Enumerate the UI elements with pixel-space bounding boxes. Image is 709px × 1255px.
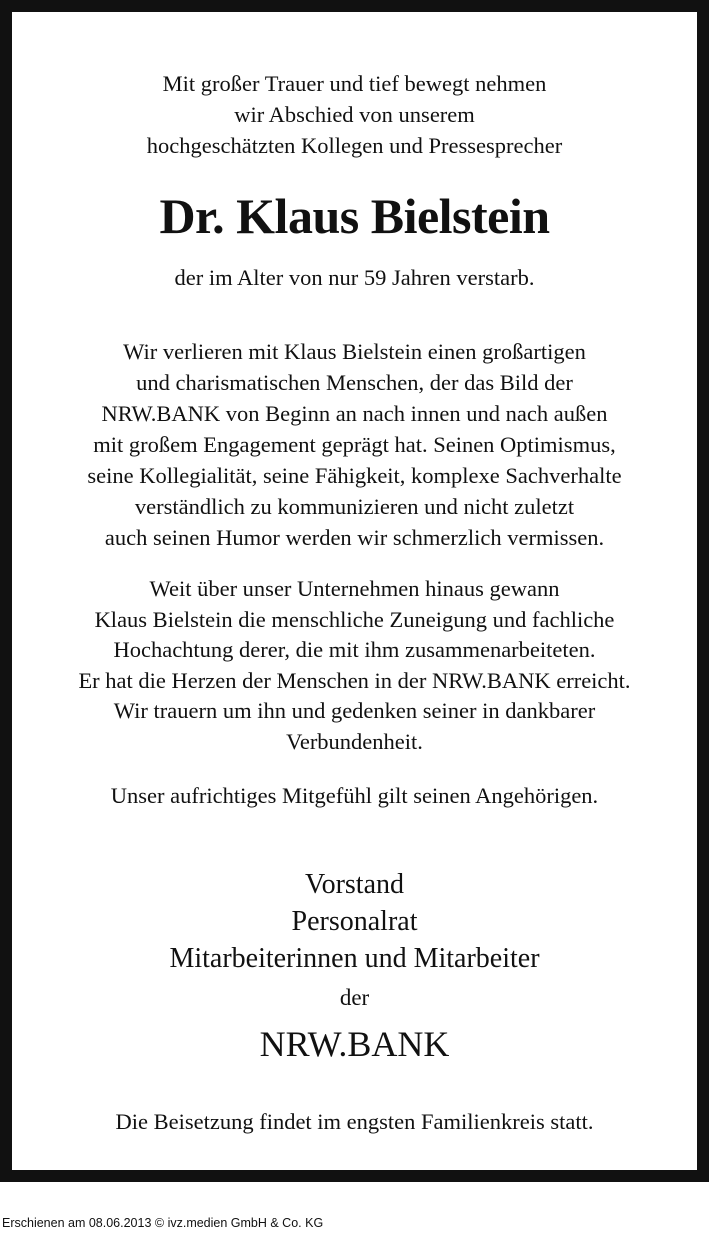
intro-text xyxy=(24,68,685,161)
bank-name: NRW.BANK xyxy=(259,1024,450,1064)
connector-word: der xyxy=(339,985,370,1010)
paragraph-line: Weit über unser Unternehmen hinaus gewann xyxy=(149,576,560,601)
paragraph-line: Hochachtung derer, die mit ihm zusammenarbeiteten. xyxy=(113,637,596,662)
paragraph-line: Verbundenheit. xyxy=(286,728,423,754)
condolence-line: Unser aufrichtiges Mitgefühl gilt seinen Angehörigen. xyxy=(110,783,599,808)
paragraph-line: und charismatischen Menschen, der das Bild der xyxy=(136,370,573,395)
tribute-paragraph-2 xyxy=(24,574,685,757)
paragraph-line: Klaus Bielstein die menschliche Zuneigung und fachliche xyxy=(94,606,615,632)
funeral-notice: Die Beisetzung findet im engsten Familienkreis statt. xyxy=(115,1109,594,1134)
intro-line: hochgeschätzten Kollegen und Pressesprecher xyxy=(146,133,563,158)
paragraph-line: auch seinen Humor werden wir schmerzlich vermissen. xyxy=(104,525,605,550)
paragraph-line: Wir trauern um ihn und gedenken seiner in dankbarer xyxy=(113,698,596,723)
age-line: der im Alter von nur 59 Jahren verstarb. xyxy=(174,265,535,290)
signers-block xyxy=(24,866,685,977)
paragraph-line: mit großem Engagement geprägt hat. Seinen Optimismus, xyxy=(93,432,616,457)
paragraph-line: seine Kollegialität, seine Fähigkeit, komplexe Sachverhalte xyxy=(87,463,622,488)
deceased-name: Dr. Klaus Bielstein xyxy=(159,188,550,244)
publication-footer: Erschienen am 08.06.2013 © ivz.medien GmbH & Co. KG xyxy=(2,1216,324,1230)
paragraph-line: verständlich zu kommunizieren und nicht zuletzt xyxy=(134,494,575,519)
paragraph-line: Wir verlieren mit Klaus Bielstein einen großartigen xyxy=(123,339,586,364)
intro-line: wir Abschied von unserem xyxy=(234,102,475,127)
paragraph-line: NRW.BANK von Beginn an nach innen und nach außen xyxy=(101,401,608,426)
signer-line: Vorstand xyxy=(304,869,405,900)
tribute-paragraph-1 xyxy=(24,336,685,553)
signer-line: Personalrat xyxy=(291,906,418,937)
signer-line: Mitarbeiterinnen und Mitarbeiter xyxy=(169,943,540,974)
paragraph-line: Er hat die Herzen der Menschen in der NRW.BANK erreicht. xyxy=(78,667,631,693)
intro-line: Mit großer Trauer und tief bewegt nehmen xyxy=(162,71,547,96)
